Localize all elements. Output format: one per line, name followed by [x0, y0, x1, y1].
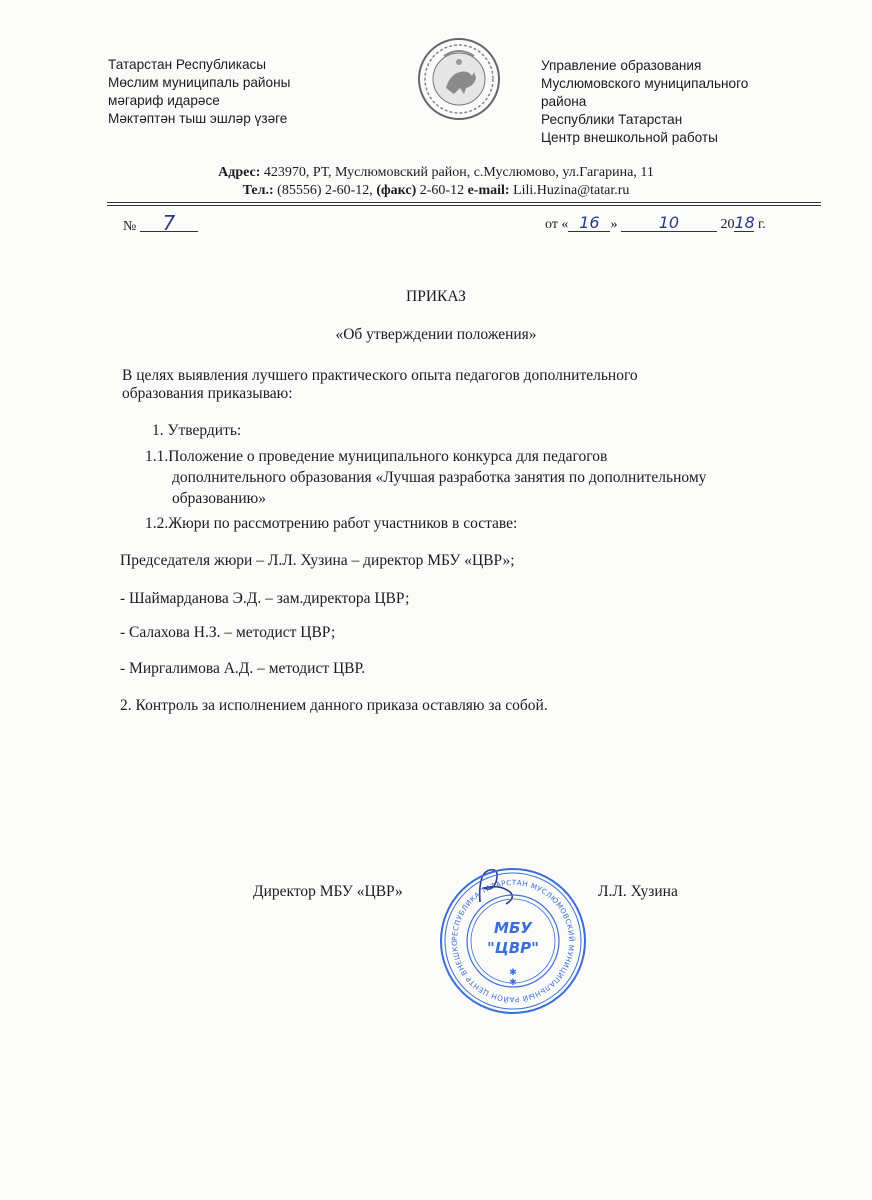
jury-member-3: - Миргалимова А.Д. – методист ЦВР. — [120, 660, 366, 677]
item-1: 1. Утвердить: — [152, 422, 242, 439]
stamp-center-line-1: МБУ — [494, 919, 532, 937]
intro-line-2: образования приказываю: — [122, 385, 293, 402]
date-day: 16 — [568, 215, 610, 232]
item-1-1-line-3: образованию» — [172, 490, 266, 507]
fax-label: (факс) — [376, 183, 417, 198]
stamp-center-line-2: "ЦВР" — [487, 939, 539, 957]
address-line — [0, 164, 872, 181]
order-number — [123, 211, 198, 235]
header-right-line-3: района — [541, 94, 587, 109]
stamp-seal — [437, 865, 589, 1017]
item-1-2: 1.2.Жюри по рассмотрению работ участников в составе: — [145, 515, 518, 532]
fax-value: 2-60-12 — [416, 183, 468, 198]
header-left-block — [108, 56, 368, 128]
header-left-line-2: Мөслим муниципаль районы — [108, 75, 291, 90]
official-stamp — [437, 865, 589, 1017]
jury-member-1: - Шаймарданова Э.Д. – зам.директора ЦВР; — [120, 590, 410, 607]
header-divider-second — [107, 205, 821, 206]
header-right-line-2: Муслюмовского муниципального — [541, 76, 749, 91]
email-label: e-mail: — [467, 183, 510, 198]
item-1-1-line-1: 1.1.Положение о проведение муниципального конкурса для педагогов — [145, 448, 608, 465]
coat-of-arms-emblem — [416, 36, 502, 122]
header-left-line-4: Мәктәптән тыш эшләр үзәге — [108, 111, 288, 126]
document-subtitle: «Об утверждении положения» — [335, 326, 537, 343]
item-1-1-line-2: дополнительного образования «Лучшая разработка занятия по дополнительному — [172, 469, 707, 486]
email-value: Lili.Huzina@tatar.ru — [509, 183, 630, 198]
document-title: ПРИКАЗ — [406, 288, 466, 305]
header-right-line-1: Управление образования — [541, 58, 702, 73]
date-mid: » — [610, 217, 618, 232]
year-prefix: 20 — [720, 217, 735, 232]
tel-label: Тел.: — [242, 183, 274, 198]
stamp-ring-text: РЕСПУБЛИКА ТАТАРСТАН МУСЛЮМОВСКИЙ МУНИЦИПАЛЬНЫЙ РАЙОН ЦЕНТР ВНЕШКО — [449, 877, 577, 1005]
emblem-icon — [416, 36, 502, 122]
tel-value: (85556) 2-60-12, — [273, 183, 377, 198]
stamp-star-icon: ✱ — [509, 968, 517, 978]
signature-name: Л.Л. Хузина — [598, 883, 678, 900]
intro-line-1: В целях выявления лучшего практического опыта педагогов дополнительного — [122, 367, 638, 384]
header-left-line-3: мәгариф идарәсе — [108, 93, 220, 108]
date-prefix: от « — [545, 217, 569, 232]
year-suffix: 18 — [734, 213, 755, 232]
address-label: Адрес: — [218, 165, 261, 180]
order-number-value: 7 — [140, 215, 198, 232]
jury-chair: Председателя жюри – Л.Л. Хузина – директор МБУ «ЦВР»; — [120, 552, 515, 569]
stamp-star-icon-2: ✱ — [509, 978, 517, 988]
address-value: 423970, РТ, Муслюмовский район, с.Муслюмово, ул.Гагарина, 11 — [260, 165, 654, 180]
date-month: 10 — [621, 215, 717, 232]
header-left-line-1: Татарстан Республикасы — [108, 57, 267, 72]
header-right-line-5: Центр внешкольной работы — [541, 130, 718, 145]
contacts-line — [0, 182, 872, 199]
order-date — [545, 215, 766, 233]
signature-position: Директор МБУ «ЦВР» — [253, 883, 403, 900]
header-divider — [107, 202, 821, 203]
year-end: г. — [757, 217, 766, 232]
jury-member-2: - Салахова Н.З. – методист ЦВР; — [120, 624, 336, 641]
header-right-line-4: Республики Татарстан — [541, 112, 683, 127]
header-right-block — [541, 57, 801, 147]
order-number-prefix: № — [123, 219, 137, 234]
control-clause: 2. Контроль за исполнением данного приказа оставляю за собой. — [120, 697, 548, 714]
